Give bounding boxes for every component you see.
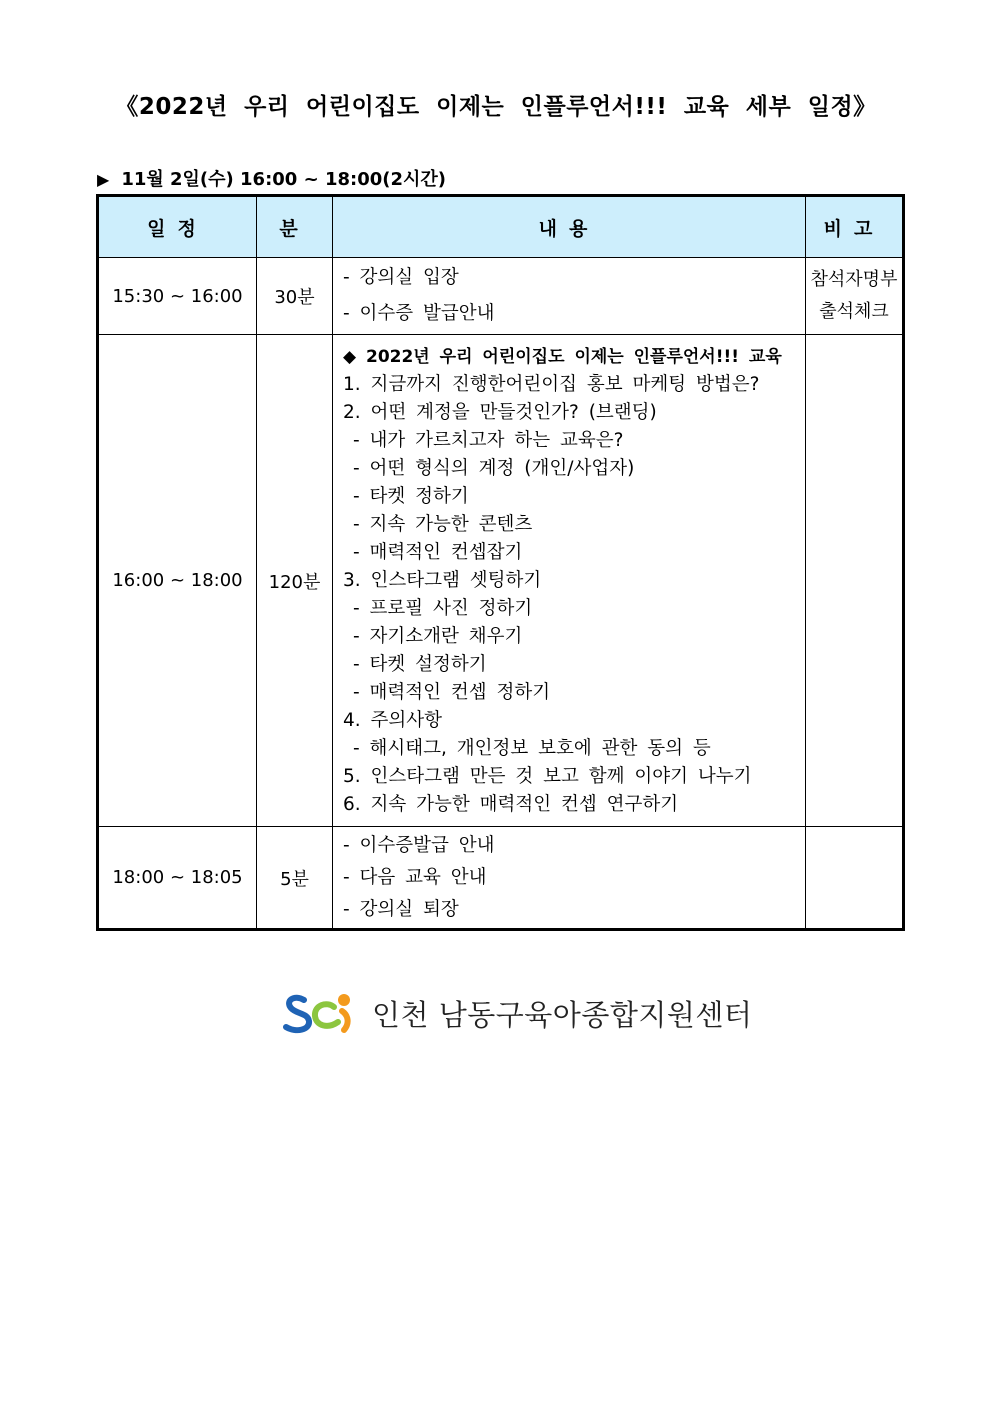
content-line: - 매력적인 컨셉 정하기 [353, 681, 551, 703]
content-line: - 타켓 설정하기 [353, 653, 487, 675]
header-notes: 비고 [806, 196, 904, 258]
time-cell: 18:00 ~ 18:05 [98, 827, 257, 930]
content-line: - 어떤 형식의 계정 (개인/사업자) [353, 457, 635, 479]
arrow-marker-icon: ▶ [97, 170, 110, 189]
content-line: - 내가 가르치고자 하는 교육은? [353, 429, 624, 451]
header-minutes: 분 [257, 196, 333, 258]
content-line: 6. 지속 가능한 매력적인 컨셉 연구하기 [343, 793, 679, 815]
center-name: 인천 남동구육아종합지원센터 [372, 997, 753, 1032]
content-line: - 프로필 사진 정하기 [353, 597, 533, 619]
table-row [98, 258, 904, 335]
content-heading: ◆ 2022년 우리 어린이집도 이제는 인플루언서!!! 교육 [343, 346, 782, 367]
content-cell [333, 258, 806, 335]
content-line: 4. 주의사항 [343, 709, 443, 731]
header-schedule: 일정 [98, 196, 257, 258]
sci-logo-icon [282, 991, 358, 1035]
content-line: 5. 인스타그램 만든 것 보고 함께 이야기 나누기 [343, 765, 752, 787]
session-datetime: 11월 2일(수) 16:00 ~ 18:00(2시간) [121, 169, 446, 190]
note-line: 출석체크 [819, 301, 889, 322]
center-logo [282, 990, 752, 1036]
note-line: 참석자명부 [810, 269, 898, 290]
minutes-cell: 120분 [257, 335, 333, 827]
content-line: - 강의실 입장 [343, 267, 459, 288]
notes-cell [806, 258, 904, 335]
content-line: 3. 인스타그램 셋팅하기 [343, 569, 542, 591]
content-line: 2. 어떤 계정을 만들것인가? (브랜딩) [343, 401, 657, 423]
content-line: - 매력적인 컨셉잡기 [353, 541, 523, 563]
content-line: - 지속 가능한 콘텐츠 [353, 513, 533, 535]
content-line: - 다음 교육 안내 [343, 866, 487, 888]
header-content: 내용 [333, 196, 806, 258]
content-line: - 강의실 퇴장 [343, 898, 459, 920]
document-title: 《2022년 우리 어린이집도 이제는 인플루언서!!! 교육 세부 일정》 [115, 94, 877, 120]
minutes-cell: 30분 [257, 258, 333, 335]
content-line: - 타켓 정하기 [353, 485, 469, 507]
content-line: - 이수증발급 안내 [343, 834, 495, 856]
time-cell: 15:30 ~ 16:00 [98, 258, 257, 335]
schedule-table [96, 194, 905, 931]
notes-cell [806, 827, 904, 930]
content-line: - 이수증 발급안내 [343, 303, 495, 324]
notes-cell [806, 335, 904, 827]
content-line: 1. 지금까지 진행한어린이집 홍보 마케팅 방법은? [343, 373, 760, 395]
table-row [98, 827, 904, 930]
content-line: - 해시태그, 개인정보 보호에 관한 동의 등 [353, 737, 711, 759]
minutes-cell: 5분 [257, 827, 333, 930]
session-info [97, 165, 446, 191]
table-row [98, 335, 904, 827]
content-line: - 자기소개란 채우기 [353, 625, 523, 647]
content-cell [333, 335, 806, 827]
header-row [98, 196, 904, 258]
time-cell: 16:00 ~ 18:00 [98, 335, 257, 827]
content-cell [333, 827, 806, 930]
